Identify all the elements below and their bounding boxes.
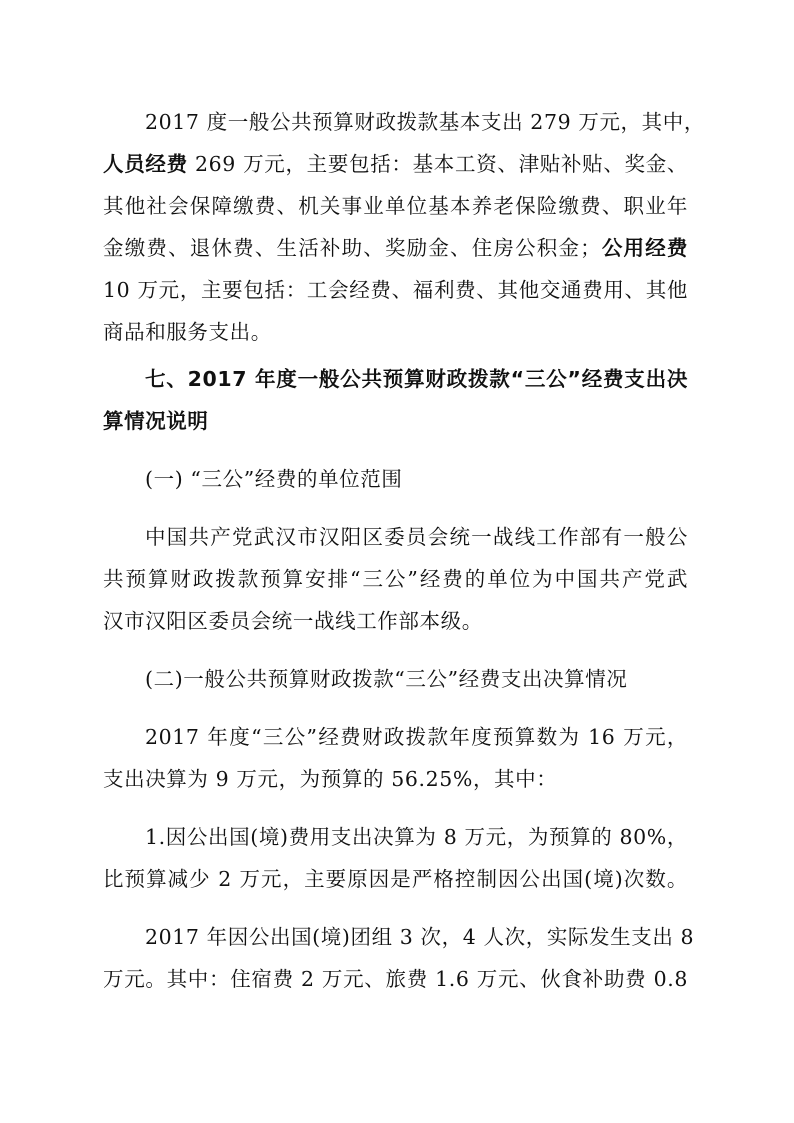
basic-expenditure-line-1: 2017 度一般公共预算财政拨款基本支出 279 万元，其中， bbox=[145, 110, 705, 134]
basic-expenditure-line-2-text: 269 万元，主要包括：基本工资、津贴补贴、奖金、 bbox=[187, 152, 688, 176]
section-heading-line-1: 七、2017 年度一般公共预算财政拨款“三公”经费支出决 bbox=[145, 367, 688, 391]
subsection-2-para-3-line-2: 万元。其中：住宿费 2 万元、旅费 1.6 万元、伙食补助费 0.8 bbox=[103, 967, 688, 991]
subsection-2-title: (二)一般公共预算财政拨款“三公”经费支出决算情况 bbox=[145, 667, 628, 691]
section-heading-line-2: 算情况说明 bbox=[103, 409, 209, 433]
personnel-expenses-term: 人员经费 bbox=[103, 152, 188, 176]
basic-expenditure-line-4-text: 金缴费、退休费、生活补助、奖励金、住房公积金； bbox=[103, 236, 602, 260]
basic-expenditure-line-2 bbox=[103, 149, 688, 179]
basic-expenditure-line-5: 10 万元，主要包括：工会经费、福利费、其他交通费用、其他 bbox=[103, 278, 688, 302]
subsection-2-para-2-line-1: 1.因公出国(境)费用支出决算为 8 万元，为预算的 80%， bbox=[145, 825, 688, 849]
public-expenses-term: 公用经费 bbox=[601, 236, 688, 260]
basic-expenditure-line-6: 商品和服务支出。 bbox=[103, 320, 272, 344]
basic-expenditure-line-3: 其他社会保障缴费、机关事业单位基本养老保险缴费、职业年 bbox=[103, 194, 688, 218]
subsection-1-line-1: 中国共产党武汉市汉阳区委员会统一战线工作部有一般公 bbox=[145, 525, 688, 549]
basic-expenditure-line-4 bbox=[103, 233, 688, 263]
subsection-2-para-1-line-1: 2017 年度“三公”经费财政拨款年度预算数为 16 万元， bbox=[145, 725, 688, 749]
subsection-1-line-2: 共预算财政拨款预算安排“三公”经费的单位为中国共产党武 bbox=[103, 567, 688, 591]
subsection-2-para-2-line-2: 比预算减少 2 万元，主要原因是严格控制因公出国(境)次数。 bbox=[103, 867, 688, 891]
subsection-1-line-3: 汉市汉阳区委员会统一战线工作部本级。 bbox=[103, 609, 483, 633]
subsection-1-title: (一) “三公”经费的单位范围 bbox=[145, 467, 403, 491]
subsection-2-para-3-line-1: 2017 年因公出国(境)团组 3 次，4 人次，实际发生支出 8 bbox=[145, 925, 695, 949]
subsection-2-para-1-line-2: 支出决算为 9 万元，为预算的 56.25%，其中： bbox=[103, 767, 558, 791]
